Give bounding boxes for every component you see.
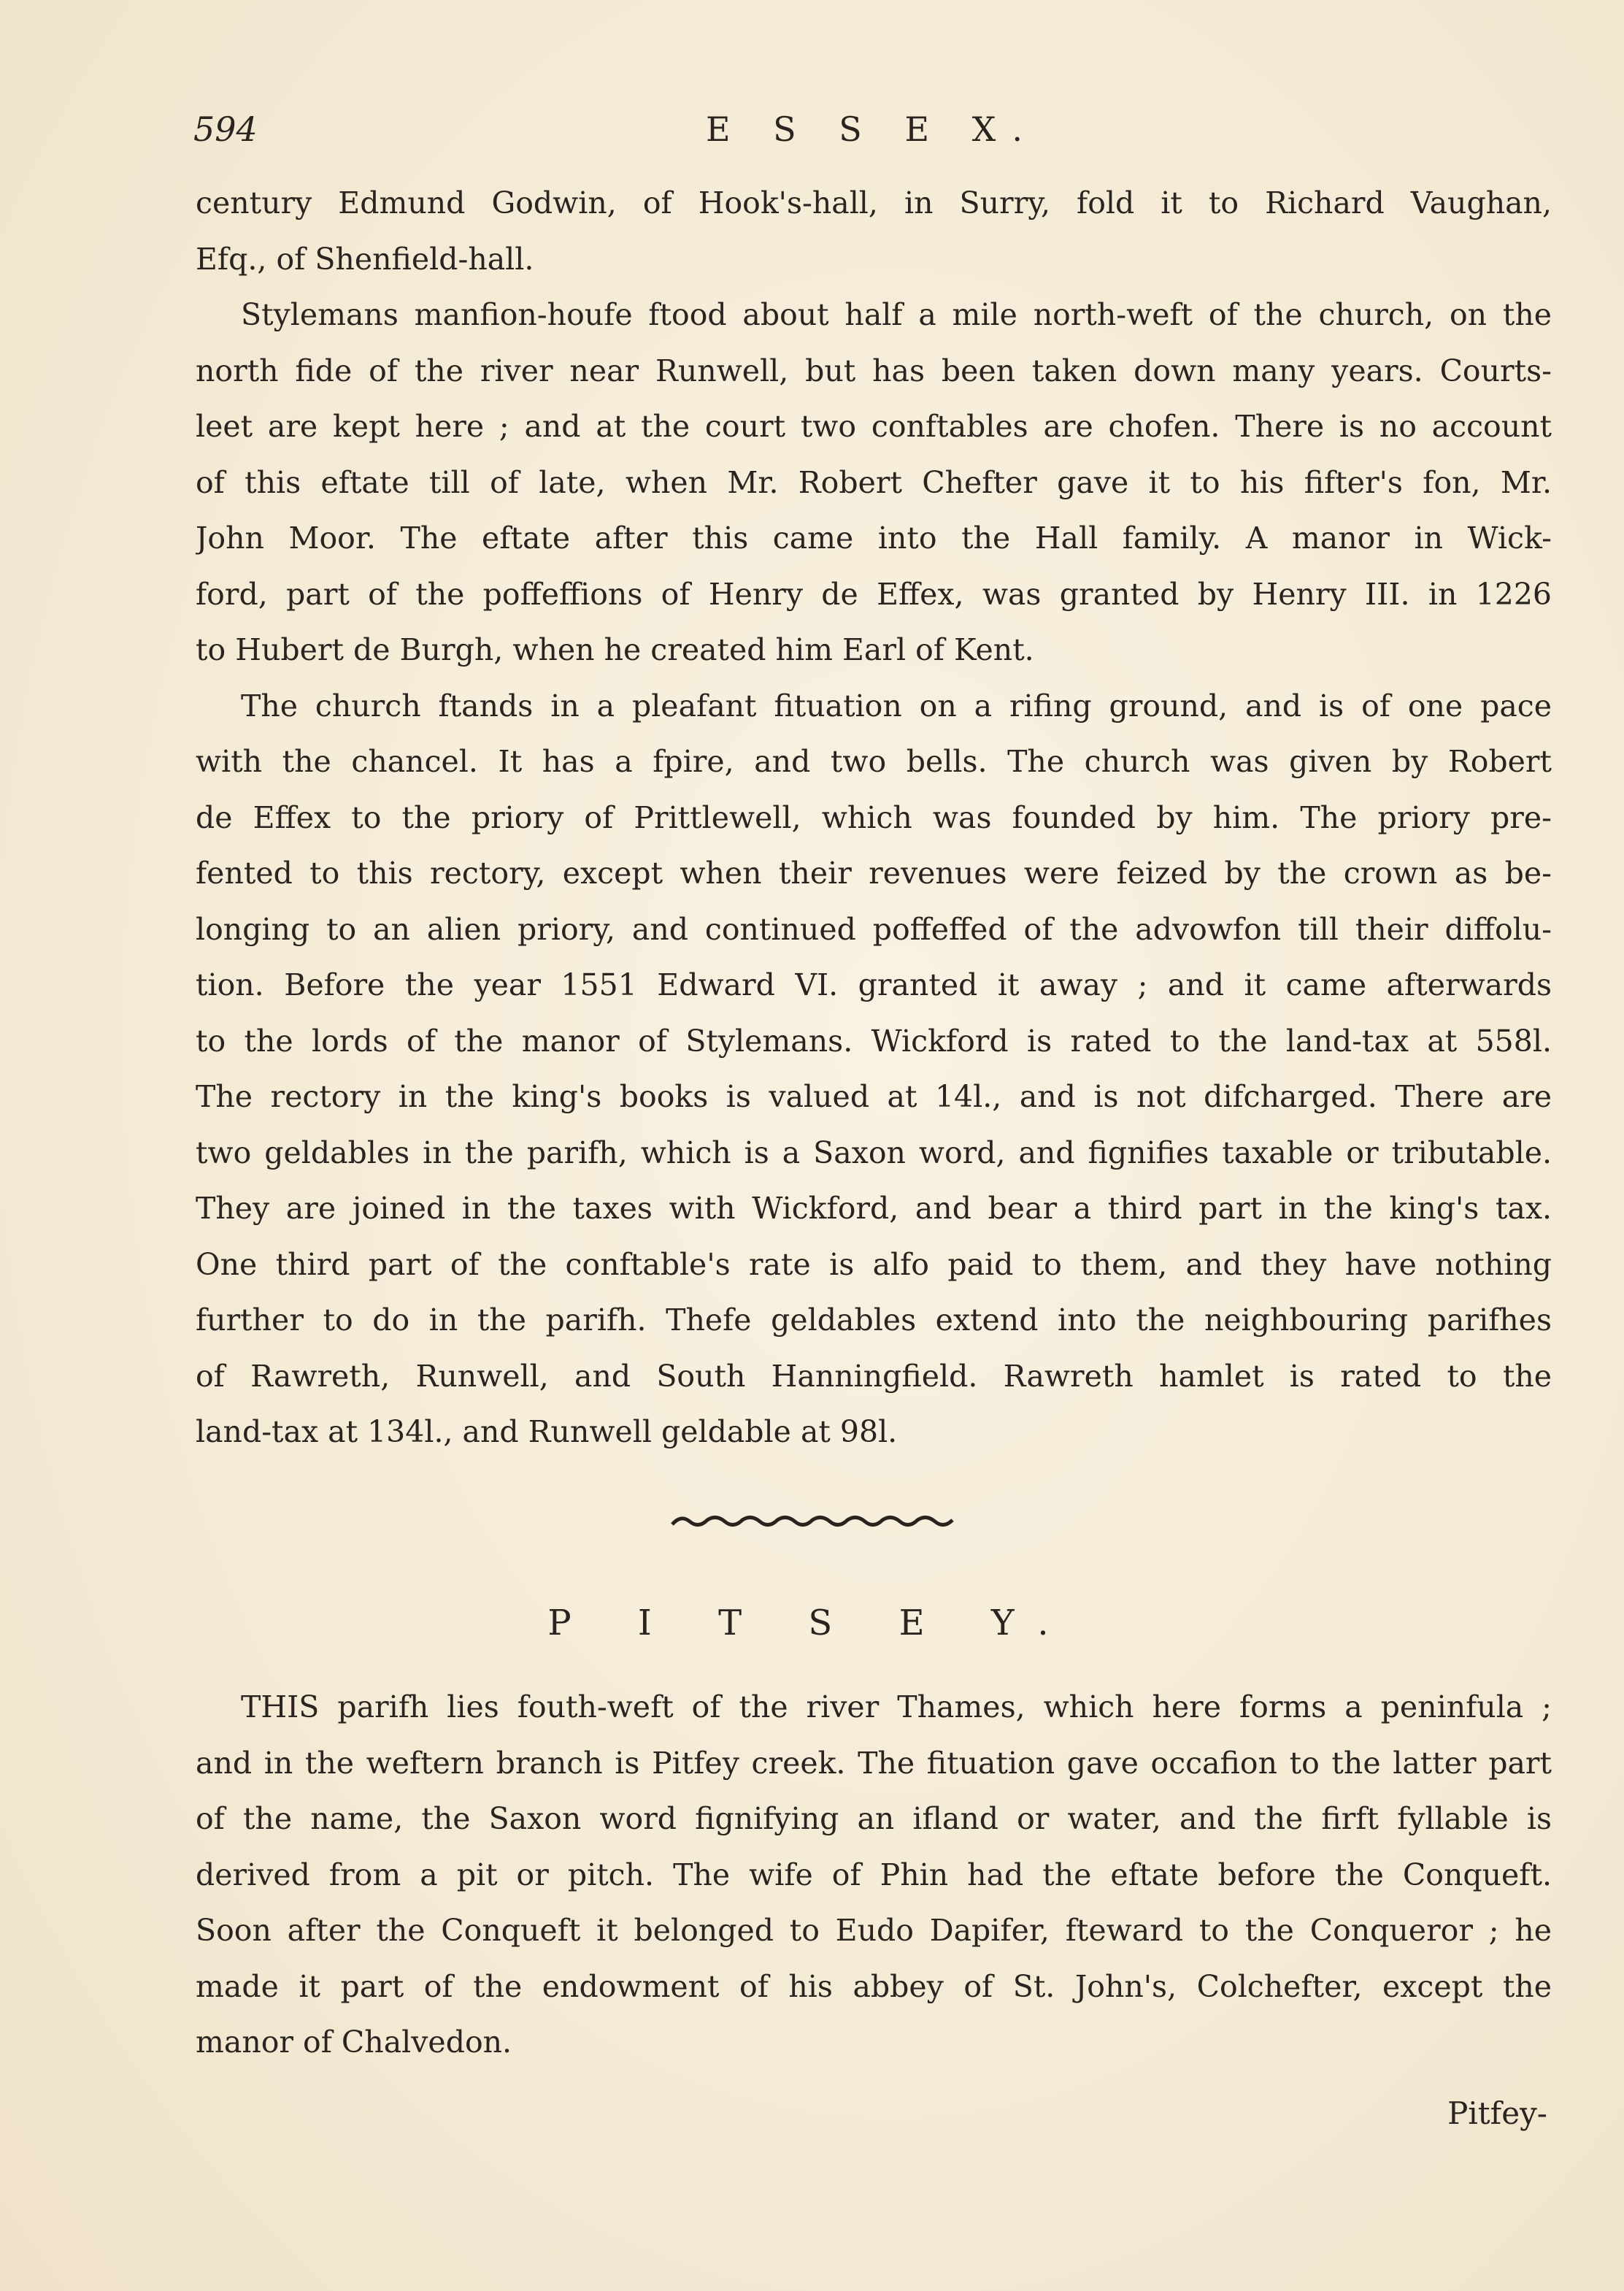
text-line: and in the weftern branch is Pitfey creek. The fituation gave occafion to the latter part <box>196 1745 1552 1781</box>
catchword: Pitfey- <box>1447 2095 1547 2131</box>
page-header <box>193 110 1551 153</box>
text-line: The church ftands in a pleafant fituation on a rifing ground, and is of one pace <box>241 688 1552 724</box>
text-line: tion. Before the year 1551 Edward VI. granted it away ; and it came afterwards <box>196 967 1552 1002</box>
text-line: made it part of the endowment of his abbey of St. John's, Colchefter, except the <box>196 1968 1552 2004</box>
text-line: leet are kept here ; and at the court two conftables are chofen. There is no account <box>196 409 1552 444</box>
section-title: P I T S E Y. <box>547 1603 1077 1643</box>
text-line: further to do in the parifh. Thefe geldables extend into the neighbouring parifhes <box>196 1302 1552 1338</box>
text-line: The rectory in the king's books is valued at 14l., and is not difcharged. There are <box>196 1079 1552 1114</box>
running-title: E S S E X. <box>705 110 1039 149</box>
text-line: of Rawreth, Runwell, and South Hanningfield. Rawreth hamlet is rated to the <box>196 1358 1552 1394</box>
text-block-top <box>196 175 1552 1460</box>
text-line: two geldables in the parifh, which is a Saxon word, and fignifies taxable or tributable. <box>196 1135 1552 1170</box>
text-line: Stylemans manfion-houfe ftood about half a mile north-weft of the church, on the <box>241 297 1552 332</box>
text-line: longing to an alien priory, and continued poffeffed of the advowfon till their diffolu- <box>196 911 1552 947</box>
text-line: with the chancel. It has a fpire, and two bells. The church was given by Robert <box>196 744 1552 779</box>
text-block-pitsey <box>196 1679 1552 2071</box>
text-line: to the lords of the manor of Stylemans. Wickford is rated to the land-tax at 558l. <box>196 1023 1552 1059</box>
text-line: ford, part of the poffeffions of Henry de Effex, was granted by Henry III. in 1226 <box>196 576 1552 612</box>
text-line: north fide of the river near Runwell, but has been taken down many years. Courts- <box>196 353 1552 388</box>
text-line: One third part of the conftable's rate is alfo paid to them, and they have nothing <box>196 1246 1552 1282</box>
text-line: land-tax at 134l., and Runwell geldable at 98l. <box>196 1414 898 1449</box>
ornament-divider <box>0 1510 1624 1535</box>
text-line: of the name, the Saxon word fignifying an ifland or water, and the firft fyllable is <box>196 1801 1552 1836</box>
text-line: century Edmund Godwin, of Hook's-hall, in Surry, fold it to Richard Vaughan, <box>196 185 1552 220</box>
text-line: to Hubert de Burgh, when he created him Earl of Kent. <box>196 632 1034 667</box>
text-line: manor of Chalvedon. <box>196 2025 512 2060</box>
text-line: John Moor. The eftate after this came into the Hall family. A manor in Wick- <box>196 521 1552 556</box>
text-line: of this eftate till of late, when Mr. Robert Chefter gave it to his fifter's fon, Mr. <box>196 464 1552 500</box>
text-line: Soon after the Conqueft it belonged to Eudo Dapifer, fteward to the Conqueror ; he <box>196 1913 1552 1948</box>
text-line: THIS parifh lies fouth-weft of the river Thames, which here forms a peninfula ; <box>241 1689 1552 1724</box>
page-number: 594 <box>193 110 258 149</box>
text-line: fented to this rectory, except when their revenues were feized by the crown as be- <box>196 856 1552 891</box>
text-line: Efq., of Shenfield-hall. <box>196 241 534 277</box>
text-line: derived from a pit or pitch. The wife of Phin had the eftate before the Conqueft. <box>196 1857 1552 1892</box>
wave-ornament-icon <box>666 1510 958 1532</box>
text-line: de Effex to the priory of Prittlewell, which was founded by him. The priory pre- <box>196 799 1552 835</box>
text-line: They are joined in the taxes with Wickford, and bear a third part in the king's tax. <box>196 1191 1552 1226</box>
